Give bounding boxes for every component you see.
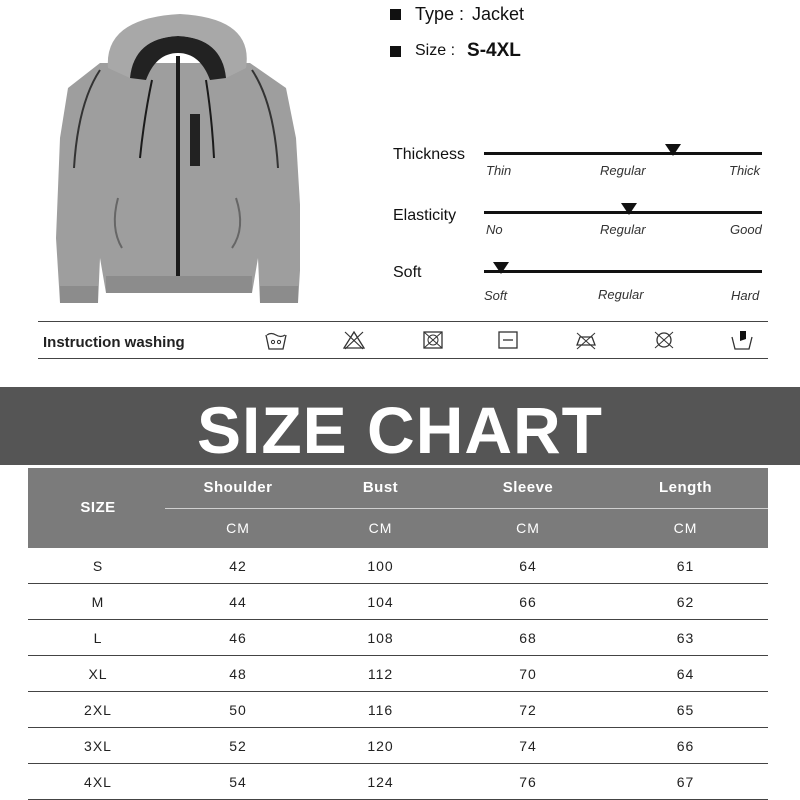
no-iron-icon bbox=[574, 329, 598, 351]
no-dry-clean-icon bbox=[652, 329, 676, 351]
slider-tick-high: Thick bbox=[729, 163, 761, 178]
bust-cell: 104 bbox=[367, 594, 394, 610]
bust-cell: 112 bbox=[367, 666, 394, 682]
slider-tick-mid: Regular bbox=[598, 287, 644, 302]
shoulder-column-header: Shoulder bbox=[203, 479, 273, 496]
slider-label: Thickness bbox=[393, 146, 466, 163]
length-cell: 64 bbox=[676, 666, 695, 682]
length-cell: 61 bbox=[676, 558, 695, 574]
bust-cell: 124 bbox=[367, 774, 394, 790]
sleeve-column-header: Sleeve bbox=[502, 479, 554, 496]
table-row bbox=[28, 728, 768, 764]
washing-label: Instruction washing bbox=[43, 334, 185, 351]
length-cell: 65 bbox=[676, 702, 695, 718]
banner-title: SIZE CHART bbox=[197, 393, 603, 467]
size-cell: 3XL bbox=[84, 738, 112, 754]
slider-tick-mid: Regular bbox=[600, 222, 646, 237]
slider-track bbox=[484, 152, 762, 155]
length-column-header: Length bbox=[659, 479, 712, 496]
slider-tick-low: Soft bbox=[484, 288, 508, 303]
sleeve-cell: 70 bbox=[519, 666, 537, 682]
table-row bbox=[28, 548, 768, 584]
size-cell: XL bbox=[88, 666, 108, 682]
size-spec bbox=[390, 40, 521, 62]
slider-label: Soft bbox=[393, 264, 422, 281]
sleeve-cell: 66 bbox=[519, 594, 537, 610]
size-cell: 4XL bbox=[84, 774, 112, 790]
size-value: S-4XL bbox=[467, 40, 521, 61]
size-cell: L bbox=[93, 630, 103, 646]
size-cell: S bbox=[92, 558, 104, 574]
slider-tick-mid: Regular bbox=[600, 163, 646, 178]
unit-label: CM bbox=[226, 520, 250, 536]
no-bleach-icon bbox=[342, 329, 366, 351]
slider-thumb bbox=[665, 144, 681, 156]
bust-cell: 116 bbox=[367, 702, 394, 718]
bust-column-header: Bust bbox=[362, 479, 399, 496]
shoulder-cell: 54 bbox=[229, 774, 247, 790]
table-row bbox=[28, 656, 768, 692]
bust-cell: 108 bbox=[367, 630, 394, 646]
header-divider bbox=[165, 508, 768, 509]
size-cell: M bbox=[91, 594, 105, 610]
size-chart-banner bbox=[0, 387, 800, 465]
table-row bbox=[28, 764, 768, 800]
slider-tick-high: Hard bbox=[731, 288, 760, 303]
sleeve-cell: 72 bbox=[519, 702, 537, 718]
length-cell: 66 bbox=[676, 738, 695, 754]
sleeve-cell: 74 bbox=[519, 738, 537, 754]
type-spec bbox=[390, 4, 524, 25]
length-cell: 67 bbox=[676, 774, 695, 790]
size-column-header: SIZE bbox=[80, 499, 116, 516]
sleeve-cell: 68 bbox=[519, 630, 537, 646]
washing-instructions bbox=[38, 321, 768, 359]
slider-thumb bbox=[493, 262, 509, 274]
no-tumble-dry-icon bbox=[421, 329, 445, 351]
slider-tick-high: Good bbox=[730, 222, 762, 237]
type-key: Type : bbox=[415, 4, 465, 24]
shoulder-cell: 50 bbox=[229, 702, 247, 718]
shoulder-cell: 52 bbox=[229, 738, 247, 754]
table-header bbox=[28, 468, 768, 548]
type-value: Jacket bbox=[472, 4, 525, 24]
dry-flat-icon bbox=[496, 329, 520, 351]
slider-tick-low: No bbox=[486, 222, 503, 237]
slider-track bbox=[484, 270, 762, 273]
jacket-product-image bbox=[40, 8, 300, 308]
size-cell: 2XL bbox=[84, 702, 112, 718]
shoulder-cell: 46 bbox=[229, 630, 247, 646]
unit-label: CM bbox=[516, 520, 540, 536]
length-cell: 62 bbox=[676, 594, 695, 610]
bullet-icon bbox=[390, 9, 401, 20]
sleeve-cell: 76 bbox=[519, 774, 537, 790]
bust-cell: 120 bbox=[367, 738, 394, 754]
size-table bbox=[28, 468, 768, 800]
table-row bbox=[28, 620, 768, 656]
unit-label: CM bbox=[673, 520, 698, 536]
length-cell: 63 bbox=[676, 630, 695, 646]
slider-label: Elasticity bbox=[393, 207, 457, 224]
shoulder-cell: 48 bbox=[229, 666, 247, 682]
shoulder-cell: 44 bbox=[229, 594, 247, 610]
size-key: Size : bbox=[415, 42, 456, 59]
bust-cell: 100 bbox=[367, 558, 394, 574]
table-row bbox=[28, 692, 768, 728]
shoulder-cell: 42 bbox=[229, 558, 247, 574]
hand-wash-gloves-icon bbox=[730, 329, 754, 351]
slider-tick-low: Thin bbox=[486, 163, 512, 178]
unit-label: CM bbox=[368, 520, 393, 536]
hand-wash-icon bbox=[264, 329, 288, 351]
slider-thumb bbox=[621, 203, 637, 215]
table-row bbox=[28, 584, 768, 620]
bullet-icon bbox=[390, 46, 401, 57]
sleeve-cell: 64 bbox=[519, 558, 537, 574]
